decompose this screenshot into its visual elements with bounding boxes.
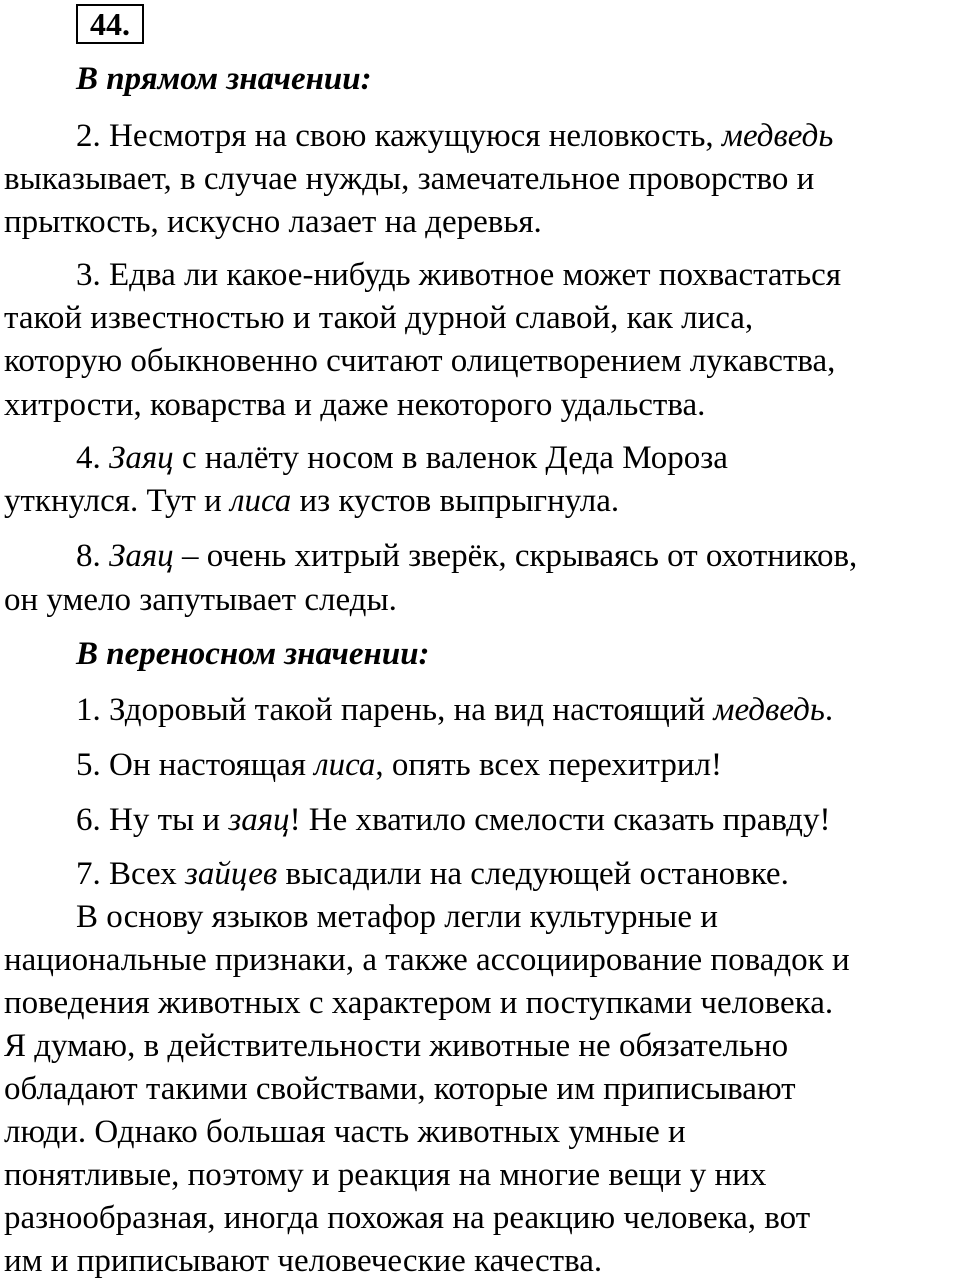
text-segment: из кустов выпрыгнула. (291, 483, 620, 519)
conclusion-line-2: национальные признаки, а также ассоциирование повадок и (4, 942, 850, 978)
emphasized-word: Заяц (109, 538, 174, 574)
emphasized-word: медведь (713, 692, 825, 728)
text-segment: высадили на следующей остановке. (277, 856, 789, 892)
emphasized-word: лиса (314, 747, 376, 783)
text-segment: 5. Он настоящая (76, 747, 315, 783)
literal-item-3-line-3: которую обыкновенно считают олицетворением лукавства, (4, 343, 836, 379)
literal-item-8-line-1 (76, 535, 857, 578)
text-segment: 1. Здоровый такой парень, на вид настоящий (76, 692, 714, 728)
conclusion-line-5: обладают такими свойствами, которые им приписывают (4, 1071, 796, 1107)
conclusion-line-3: поведения животных с характером и поступками человека. (4, 985, 834, 1021)
text-segment: с налёту носом в валенок Деда Мороза (173, 440, 728, 476)
figurative-item-5 (76, 744, 722, 787)
emphasized-word: лиса (230, 483, 292, 519)
emphasized-word: медведь (721, 118, 834, 154)
heading-literal: В прямом значении: (76, 61, 372, 97)
conclusion-line-4: Я думаю, в действительности животные не обязательно (4, 1028, 789, 1064)
heading-figurative: В переносном значении: (76, 636, 430, 672)
emphasized-word: заяц (228, 802, 290, 838)
text-segment: 6. Ну ты и (76, 802, 229, 838)
figurative-item-7 (76, 853, 789, 896)
conclusion-line-7: понятливые, поэтому и реакция на многие вещи у них (4, 1157, 767, 1193)
exercise-number: 44. (76, 4, 144, 44)
text-segment: , опять всех перехитрил! (375, 747, 722, 783)
text-segment: 8. (76, 538, 109, 574)
text-segment: . (824, 692, 834, 728)
conclusion-line-1: В основу языков метафор легли культурные и (76, 899, 718, 935)
emphasized-word: зайцев (185, 856, 278, 892)
text-segment: 7. Всех (76, 856, 186, 892)
text-segment: – очень хитрый зверёк, скрываясь от охотников, (173, 538, 858, 574)
figurative-item-6 (76, 799, 830, 842)
literal-item-2-line-2: выказывает, в случае нужды, замечательное проворство и (4, 161, 815, 197)
text-segment: уткнулся. Тут и (4, 483, 231, 519)
conclusion-line-8: разнообразная, иногда похожая на реакцию человека, вот (4, 1200, 811, 1236)
text-segment: 2. Несмотря на свою кажущуюся неловкость, (76, 118, 722, 154)
literal-item-3-line-2: такой известностью и такой дурной славой, как лиса, (4, 300, 754, 336)
literal-item-3-line-1: 3. Едва ли какое-нибудь животное может похвастаться (76, 257, 842, 293)
literal-item-2-line-1 (76, 115, 833, 158)
text-segment: ! Не хватило смелости сказать правду! (289, 802, 831, 838)
emphasized-word: Заяц (109, 440, 174, 476)
literal-item-3-line-4: хитрости, коварства и даже некоторого удальства. (4, 387, 706, 423)
conclusion-line-9: им и приписывают человеческие качества. (4, 1243, 603, 1279)
text-segment: 4. (76, 440, 109, 476)
literal-item-4-line-1 (76, 437, 728, 480)
literal-item-2-line-3: прыткость, искусно лазает на деревья. (4, 204, 542, 240)
literal-item-4-line-2 (4, 480, 619, 523)
conclusion-line-6: люди. Однако большая часть животных умные и (4, 1114, 686, 1150)
literal-item-8-line-2: он умело запутывает следы. (4, 582, 397, 618)
figurative-item-1 (76, 689, 833, 732)
